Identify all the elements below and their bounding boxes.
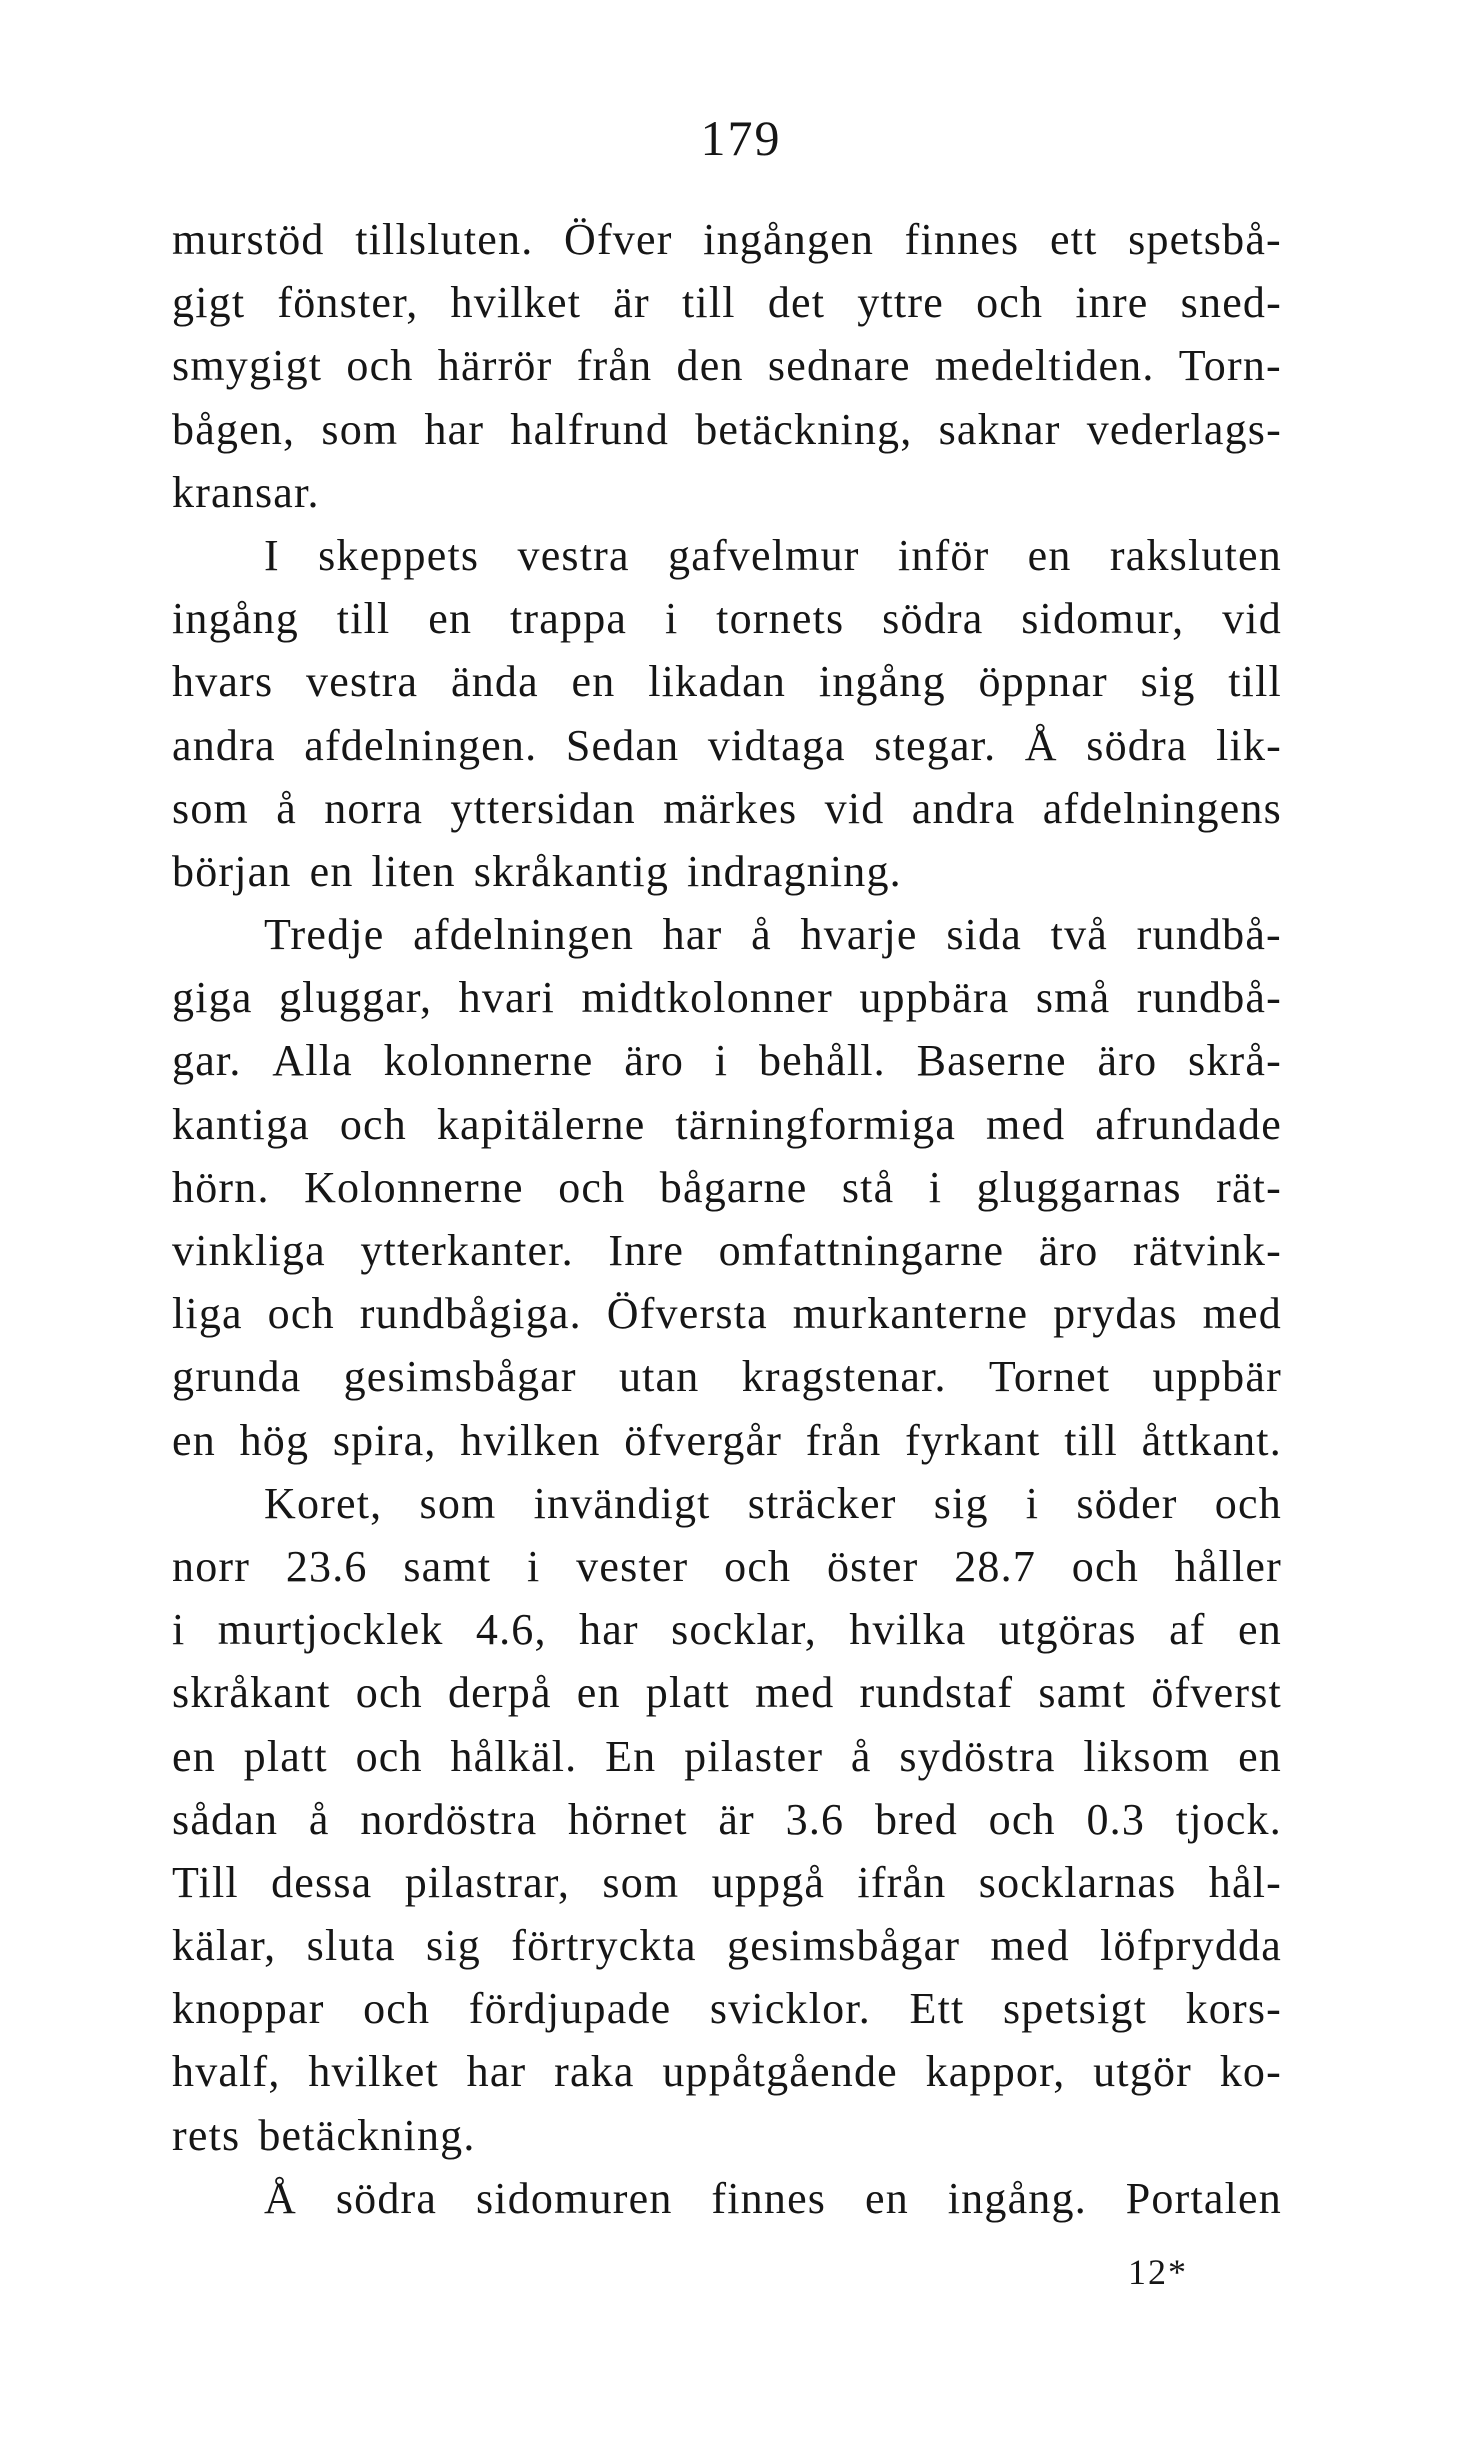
body-text <box>172 208 1282 2230</box>
word: å <box>850 1731 872 1781</box>
word: kantiga <box>172 1099 310 1149</box>
word: Baserne <box>916 1036 1067 1086</box>
word: fyrkant <box>905 1415 1041 1465</box>
word: platt <box>243 1731 328 1781</box>
word: har <box>579 1605 639 1655</box>
word: och <box>976 278 1044 328</box>
word: med <box>755 1668 835 1718</box>
word: en <box>172 1415 216 1465</box>
word: raksluten <box>1109 530 1282 580</box>
word: och <box>355 1668 423 1718</box>
word: vederlags- <box>1086 404 1282 454</box>
word: murstöd <box>172 215 325 264</box>
word: gigt <box>172 278 246 328</box>
word: afdelningens <box>1042 783 1282 833</box>
word: halfrund <box>510 404 670 454</box>
word: betäckning. <box>258 2110 476 2160</box>
word: söder <box>1076 1478 1178 1528</box>
word: 23.6 <box>285 1541 368 1591</box>
word: kappor, <box>925 2047 1066 2097</box>
word: betäckning, <box>695 404 913 454</box>
word: en <box>1027 530 1072 580</box>
word: gafvelmur <box>668 530 860 580</box>
word: sednare <box>767 341 911 391</box>
word: bågarne <box>659 1162 808 1212</box>
word: gar. <box>172 1036 242 1086</box>
word: tillsluten. <box>355 215 534 264</box>
word: sig <box>1140 657 1196 707</box>
word: till <box>681 278 736 328</box>
word: trappa <box>510 594 628 644</box>
word: två <box>1050 910 1109 960</box>
word: början <box>172 846 292 896</box>
word: från <box>805 1415 882 1465</box>
text-line <box>172 840 1282 903</box>
word: det <box>767 278 826 328</box>
word: har <box>662 910 723 960</box>
word: vid <box>1222 594 1282 644</box>
word: i <box>664 594 679 644</box>
word: giga <box>172 973 253 1023</box>
text-line <box>172 650 1282 713</box>
word: äro <box>1038 1226 1099 1275</box>
word: raka <box>554 2047 635 2097</box>
word: i <box>928 1162 943 1212</box>
word: tjock. <box>1175 1794 1282 1844</box>
word: I <box>264 530 280 580</box>
word: afdelningen. <box>304 720 538 770</box>
word: midtkolonner <box>581 973 833 1023</box>
word: gluggarnas <box>976 1162 1182 1212</box>
word: bågen, <box>172 404 296 454</box>
word: fönster, <box>277 278 419 328</box>
word: till <box>1064 1415 1118 1465</box>
word: och <box>346 341 414 391</box>
text-line <box>172 1472 1282 1535</box>
text-line <box>172 271 1282 334</box>
text-line <box>172 1725 1282 1788</box>
word: och <box>267 1289 335 1339</box>
word: vestra <box>306 657 419 707</box>
word: knoppar <box>172 1984 325 2034</box>
word: prydas <box>1053 1289 1178 1339</box>
word: Koret, <box>264 1478 383 1528</box>
word: öppnar <box>978 657 1108 707</box>
word: som <box>602 1857 680 1907</box>
word: ingång. <box>947 2173 1087 2223</box>
word: vinkliga <box>172 1226 326 1275</box>
word: en <box>1237 1605 1282 1655</box>
word: nordöstra <box>360 1794 538 1844</box>
word: hål- <box>1208 1857 1282 1907</box>
text-line <box>172 966 1282 1029</box>
word: hörn. <box>172 1162 270 1212</box>
word: socklar, <box>671 1605 818 1655</box>
word: skrå- <box>1188 1036 1282 1086</box>
word: tornets <box>716 594 845 644</box>
text-line <box>172 1219 1282 1282</box>
word: stå <box>841 1162 895 1212</box>
word: andra <box>172 720 276 770</box>
word: med <box>990 1921 1070 1971</box>
word: i <box>526 1541 541 1591</box>
word: vester <box>576 1541 689 1591</box>
word: liga <box>172 1289 243 1339</box>
word: spetsbå- <box>1128 215 1282 264</box>
word: liksom <box>1083 1731 1211 1781</box>
word: hvari <box>458 973 556 1023</box>
word: 3.6 <box>785 1794 845 1844</box>
word: små <box>1035 973 1111 1023</box>
word: hålkäl. <box>450 1731 578 1781</box>
word: å <box>751 910 772 960</box>
word: med <box>986 1099 1066 1149</box>
word: och <box>339 1099 407 1149</box>
word: rundbå- <box>1136 973 1282 1023</box>
word: som <box>419 1478 497 1528</box>
word: platt <box>645 1668 730 1718</box>
word: en <box>571 657 616 707</box>
word: utgöras <box>998 1605 1137 1655</box>
word: löfprydda <box>1100 1921 1282 1971</box>
word: sida <box>946 910 1022 960</box>
word: smygigt <box>172 341 323 391</box>
word: inre <box>1075 278 1149 328</box>
word: derpå <box>447 1668 552 1718</box>
word: en <box>428 594 473 644</box>
word: Sedan <box>565 720 680 770</box>
word: medeltiden. <box>934 341 1155 391</box>
word: och <box>363 1984 431 2034</box>
word: spira, <box>332 1415 437 1465</box>
word: stegar. <box>874 720 997 770</box>
word: ifrån <box>857 1857 947 1907</box>
text-line <box>172 1535 1282 1598</box>
word: kälar, <box>172 1921 277 1971</box>
word: andra <box>911 783 1016 833</box>
word: och <box>988 1794 1056 1844</box>
word: kors- <box>1185 1984 1282 2034</box>
word: en <box>1238 1731 1282 1781</box>
text-line <box>172 1661 1282 1724</box>
word: dessa <box>271 1857 373 1907</box>
word: härrör <box>437 341 553 391</box>
word: sådan <box>172 1794 279 1844</box>
word: södra <box>335 2173 438 2223</box>
word: Å <box>264 2173 297 2223</box>
word: Kolonnerne <box>304 1162 524 1212</box>
word: hvilka <box>849 1605 967 1655</box>
word: inför <box>897 530 990 580</box>
word: yttre <box>857 278 944 328</box>
word: bred <box>874 1794 958 1844</box>
word: pilastrar, <box>404 1857 571 1907</box>
text-line <box>172 1093 1282 1156</box>
word: å <box>308 1794 330 1844</box>
word: 28.7 <box>954 1541 1037 1591</box>
word: Alla <box>272 1036 353 1086</box>
text-line <box>172 398 1282 461</box>
word: har <box>466 2047 527 2097</box>
word: äro <box>624 1036 685 1086</box>
word: gluggar, <box>278 973 433 1023</box>
text-line <box>172 1598 1282 1661</box>
word: till <box>1228 657 1282 707</box>
text-line <box>172 1345 1282 1408</box>
word: uppgå <box>711 1857 826 1907</box>
word: öster <box>826 1541 919 1591</box>
text-line <box>172 524 1282 587</box>
word: saknar <box>938 404 1061 454</box>
word: lik- <box>1216 720 1282 770</box>
word: hvars <box>172 657 274 707</box>
word: äro <box>1097 1036 1158 1086</box>
word: ingång <box>818 657 946 707</box>
word: 0.3 <box>1086 1794 1146 1844</box>
word: sned- <box>1180 278 1282 328</box>
word: sträcker <box>747 1478 897 1528</box>
word: norr <box>172 1541 251 1591</box>
word: och <box>1214 1478 1282 1528</box>
word: utan <box>618 1352 700 1402</box>
word: finnes <box>711 2173 827 2223</box>
word: rundbå- <box>1136 910 1282 960</box>
word: är <box>613 278 650 328</box>
word: och <box>558 1162 626 1212</box>
word: Å <box>1024 720 1058 770</box>
word: öfverst <box>1151 1668 1282 1718</box>
word: ända <box>450 657 539 707</box>
word: i <box>1025 1478 1040 1528</box>
word: i <box>172 1605 186 1655</box>
word: och <box>1071 1541 1139 1591</box>
word: rät- <box>1216 1162 1282 1212</box>
word: ingång <box>172 594 299 644</box>
word: liten <box>371 846 456 896</box>
text-line <box>172 587 1282 650</box>
word: hvalf, <box>172 2047 281 2097</box>
word: en <box>172 1731 216 1781</box>
word: invändigt <box>533 1478 711 1528</box>
word: sidomuren <box>475 2173 673 2223</box>
word: ingången <box>703 215 875 264</box>
text-line <box>172 2167 1282 2230</box>
word: hvilket <box>308 2047 439 2097</box>
word: tärningformiga <box>675 1099 957 1149</box>
word: vid <box>824 783 885 833</box>
word: hörnet <box>568 1794 688 1844</box>
word: En <box>605 1731 657 1781</box>
word: rätvink- <box>1133 1226 1282 1275</box>
word: murkanterne <box>792 1289 1029 1339</box>
word: af <box>1169 1605 1206 1655</box>
word: ko- <box>1219 2047 1282 2097</box>
word: likadan <box>648 657 787 707</box>
word: sig <box>933 1478 989 1528</box>
word: rundstaf <box>859 1668 1014 1718</box>
word: södra <box>1086 720 1188 770</box>
signature-mark: 12* <box>1128 2252 1188 2292</box>
word: en <box>864 2173 909 2223</box>
word: från <box>576 341 653 391</box>
word: öfvergår <box>624 1415 783 1465</box>
word: yttersidan <box>450 783 636 833</box>
word: gesimsbågar <box>343 1352 577 1402</box>
text-line <box>172 208 1282 271</box>
word: rets <box>172 2110 241 2160</box>
word: gesimsbågar <box>727 1921 961 1971</box>
word: norra <box>324 783 424 833</box>
word: Ett <box>909 1984 965 2034</box>
word: håller <box>1174 1541 1282 1591</box>
text-line <box>172 714 1282 777</box>
text-line <box>172 461 1282 524</box>
word: Portalen <box>1125 2173 1282 2223</box>
word: pilaster <box>684 1731 824 1781</box>
word: en <box>576 1668 621 1718</box>
word: sig <box>426 1921 481 1971</box>
word: hög <box>239 1415 310 1465</box>
text-line <box>172 777 1282 840</box>
word: Inre <box>608 1226 685 1275</box>
word: behåll. <box>758 1036 886 1086</box>
word: ytterkanter. <box>360 1226 574 1275</box>
text-line <box>172 334 1282 397</box>
word: Öfver <box>563 215 673 264</box>
word: kapitälerne <box>436 1099 646 1149</box>
word: Torn- <box>1178 341 1282 391</box>
word: som <box>321 404 399 454</box>
text-line <box>172 1409 1282 1472</box>
word: märkes <box>663 783 798 833</box>
word: uppåtgående <box>662 2047 898 2097</box>
word: utgör <box>1093 2047 1193 2097</box>
word: som <box>172 783 249 833</box>
word: Till <box>172 1857 239 1907</box>
word: 4.6, <box>475 1605 547 1655</box>
word: sydöstra <box>899 1731 1056 1781</box>
word: en <box>309 846 354 896</box>
text-line <box>172 903 1282 966</box>
word: skråkantig <box>473 846 670 896</box>
word: hvilket <box>450 278 582 328</box>
word: kransar. <box>172 467 320 517</box>
word: ett <box>1049 215 1098 264</box>
word: hvarje <box>800 910 918 960</box>
word: hvilken <box>460 1415 601 1465</box>
word: spetsigt <box>1002 1984 1148 2034</box>
word: skeppets <box>318 530 480 580</box>
word: omfattningarne <box>718 1226 1005 1275</box>
word: uppbär <box>1152 1352 1282 1402</box>
word: åttkant. <box>1141 1415 1282 1465</box>
text-line <box>172 1282 1282 1345</box>
word: indragning. <box>687 846 902 896</box>
word: i <box>714 1036 729 1086</box>
word: sluta <box>306 1921 396 1971</box>
word: är <box>718 1794 755 1844</box>
word: rundbågiga. <box>359 1289 582 1339</box>
text-line <box>172 2040 1282 2103</box>
word: sidomur, <box>1021 594 1185 644</box>
text-line <box>172 1156 1282 1219</box>
word: finnes <box>904 215 1020 264</box>
word: socklarnas <box>978 1857 1177 1907</box>
word: förtryckta <box>511 1921 697 1971</box>
word: vidtaga <box>707 720 846 770</box>
text-line <box>172 1788 1282 1851</box>
text-line <box>172 1977 1282 2040</box>
word: samt <box>1038 1668 1127 1718</box>
word: vestra <box>517 530 630 580</box>
word: uppbära <box>859 973 1010 1023</box>
word: grunda <box>172 1352 302 1402</box>
word: till <box>336 594 391 644</box>
text-line <box>172 1851 1282 1914</box>
word: kragstenar. <box>741 1352 947 1402</box>
word: afrundade <box>1095 1099 1282 1149</box>
word: murtjocklek <box>217 1605 444 1655</box>
word: med <box>1202 1289 1282 1339</box>
word: skråkant <box>172 1668 331 1718</box>
word: fördjupade <box>468 1984 672 2034</box>
word: afdelningen <box>413 910 635 960</box>
word: Tredje <box>264 910 385 960</box>
word: och <box>724 1541 792 1591</box>
word: svicklor. <box>709 1984 872 2034</box>
text-line <box>172 2104 1282 2167</box>
word: den <box>676 341 744 391</box>
page-number: 179 <box>700 110 782 166</box>
word: södra <box>882 594 984 644</box>
word: kolonnerne <box>383 1036 594 1086</box>
word: Öfversta <box>606 1289 768 1339</box>
text-line <box>172 1029 1282 1092</box>
word: samt <box>403 1541 492 1591</box>
word: och <box>355 1731 423 1781</box>
word: Tornet <box>988 1352 1111 1402</box>
word: å <box>276 783 297 833</box>
word: har <box>424 404 485 454</box>
text-line <box>172 1914 1282 1977</box>
